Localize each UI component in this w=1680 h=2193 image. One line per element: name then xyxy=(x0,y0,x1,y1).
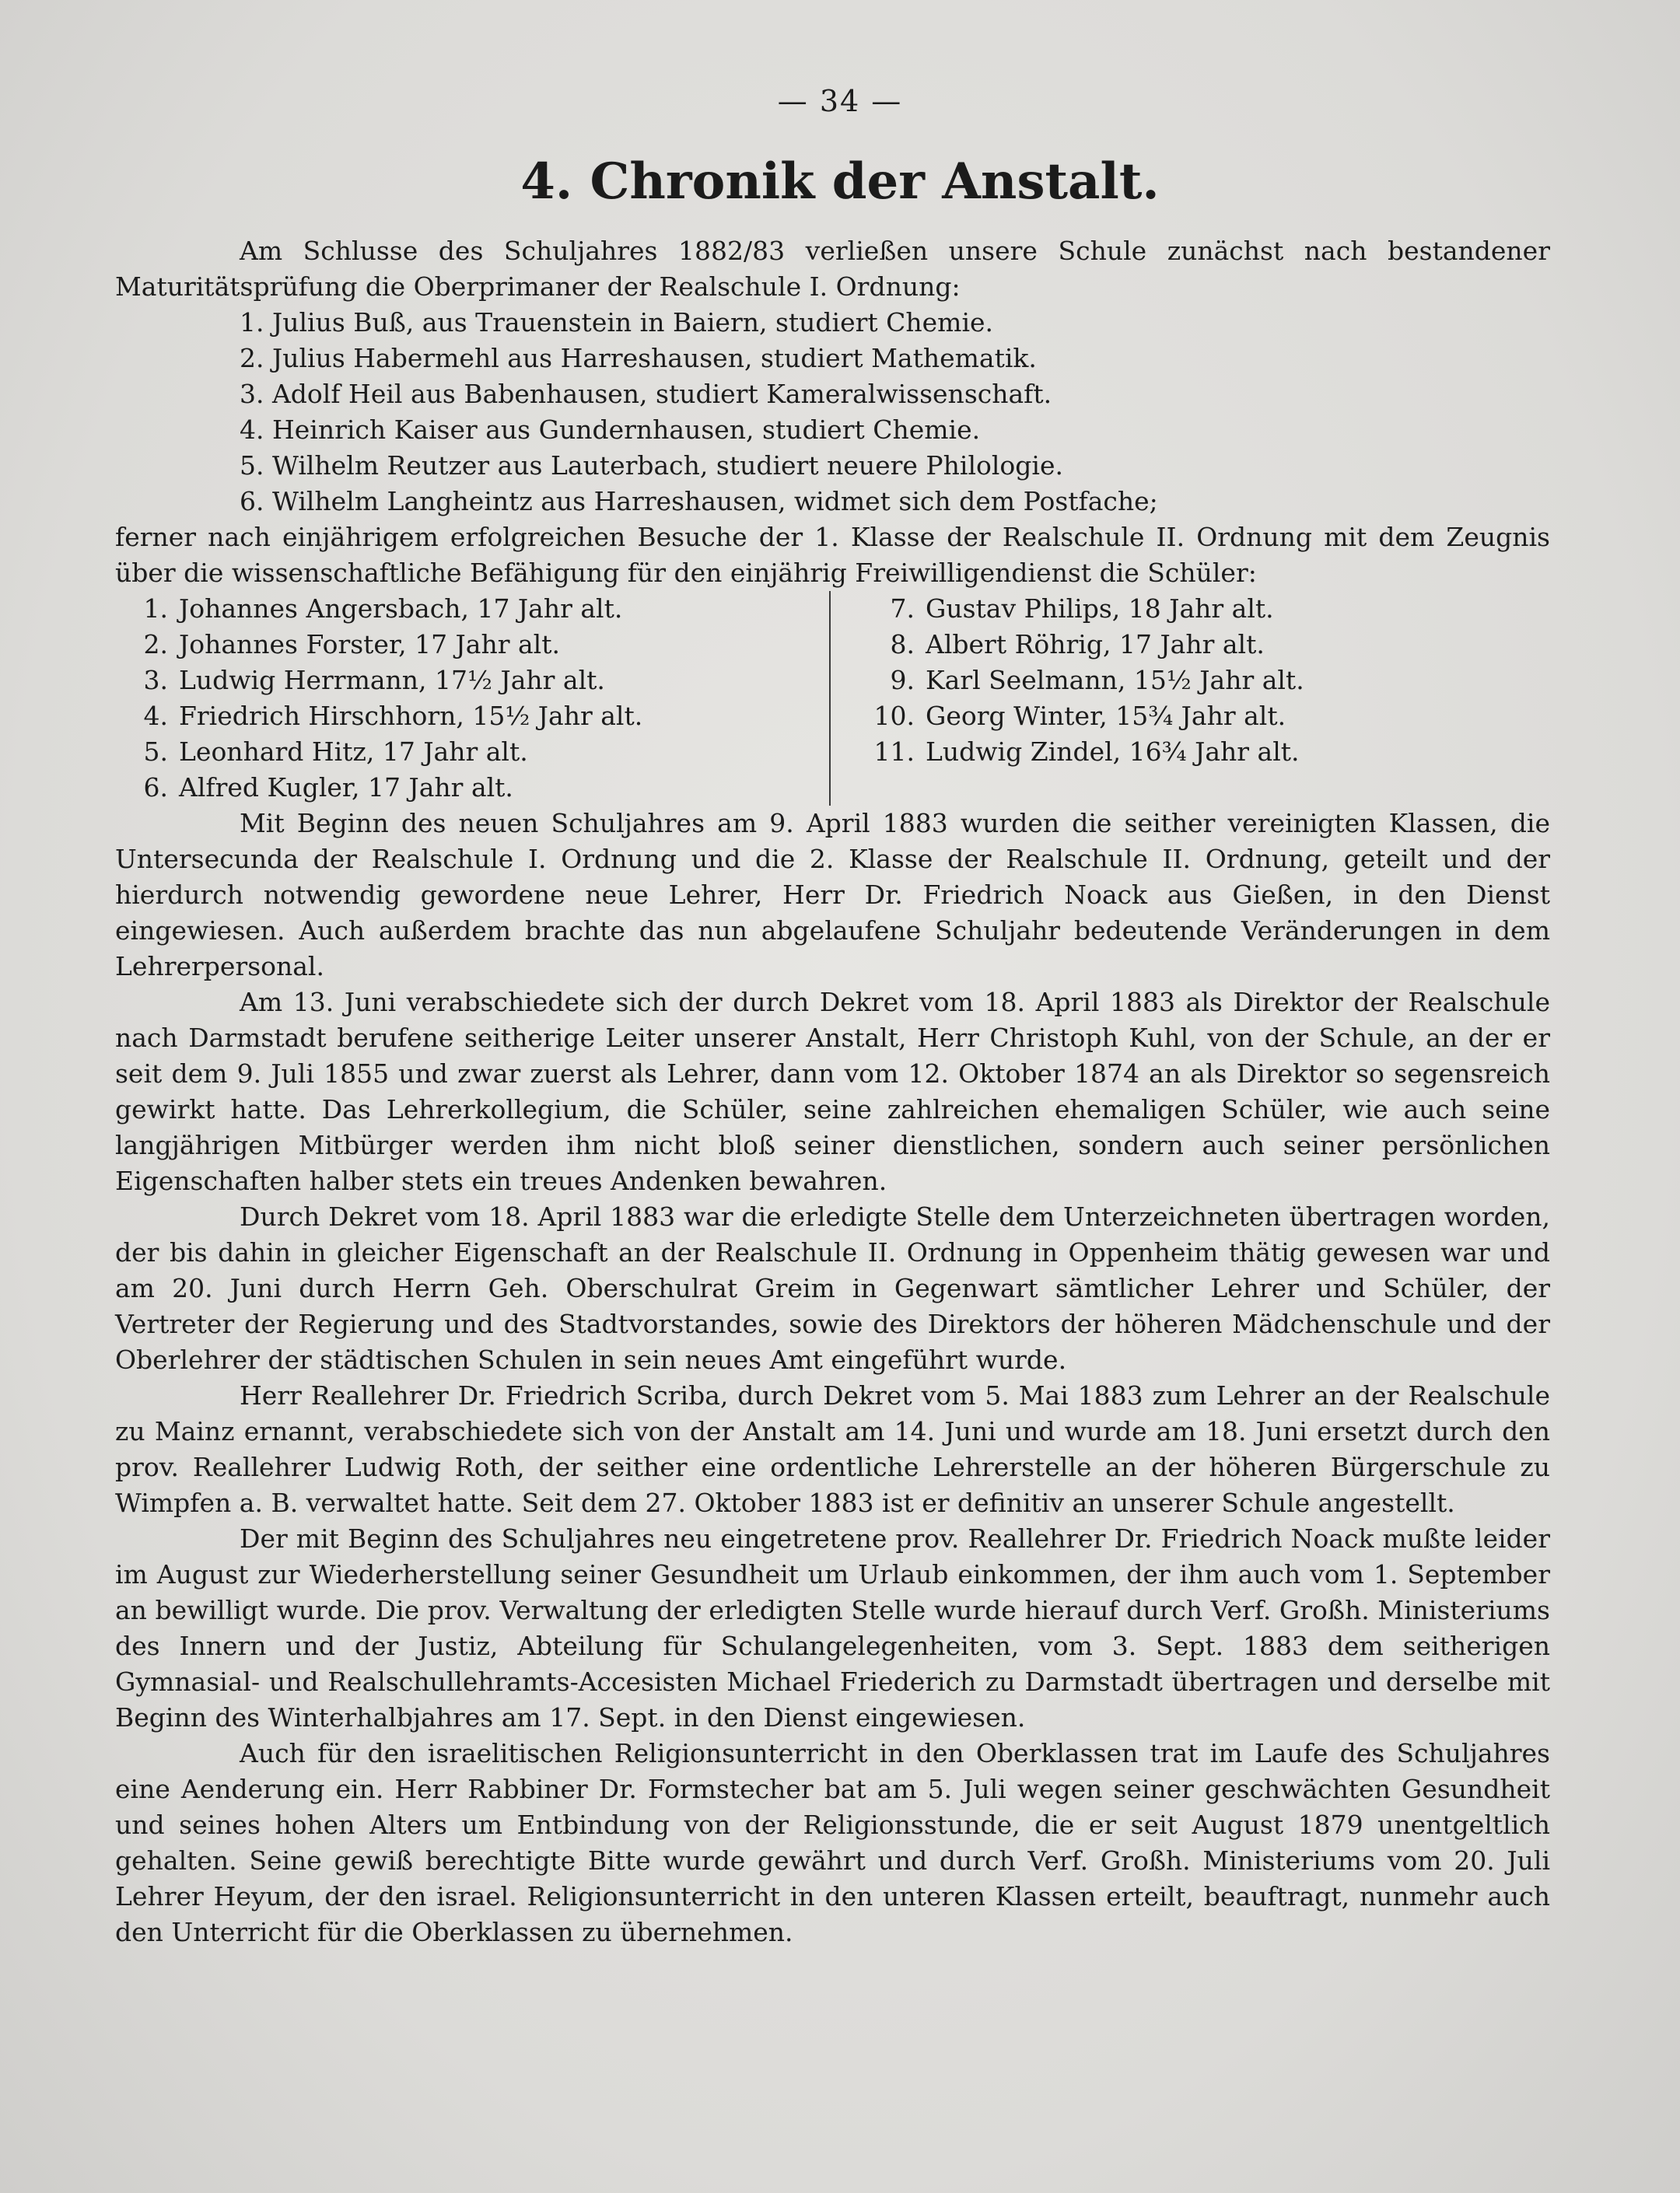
list-item xyxy=(870,591,1304,627)
list-item xyxy=(123,591,829,627)
list-item xyxy=(123,627,829,663)
list-item: 5. Wilhelm Reutzer aus Lauterbach, studiert neuere Philologie. xyxy=(240,450,1063,481)
list-item xyxy=(123,770,829,806)
students-right-column xyxy=(831,591,1304,806)
item-number: 8. xyxy=(890,629,915,659)
paragraph-director-farewell: Am 13. Juni verabschiedete sich der durch Dekret vom 18. April 1883 als Direktor der Realschule nach Darmstadt berufene seitherige Leiter unserer Anstalt, Herr Christoph Kuhl, von der Schule, an der er seit dem 9. Juli 1855 und zwar zuerst als Lehrer, dann vom 12. Oktober 1874 an als Direktor so segensreich gewirkt hatte. Das Lehrerkollegium, die Schüler, seine zahlreichen ehemaligen Schüler, wie auch seine langjährigen Mitbürger werden ihm nicht bloß seiner dienstlichen, sondern auch seiner persönlichen Eigenschaften halber stets ein treues Andenken bewahren. xyxy=(115,987,1550,1196)
page-number: — 34 — xyxy=(777,84,903,118)
graduates-list xyxy=(115,305,1550,519)
paragraph-scriba: Herr Reallehrer Dr. Friedrich Scriba, durch Dekret vom 5. Mai 1883 zum Lehrer an der Realschule zu Mainz ernannt, verabschiedete sich von der Anstalt am 14. Juni und wurde am 18. Juni ersetzt durch den prov. Reallehrer Ludwig Roth, der seither eine ordentliche Lehrerstelle an der höheren Bürgerschule zu Wimpfen a. B. verwaltet hatte. Seit dem 27. Oktober 1883 ist er definitiv an unserer Schule angestellt. xyxy=(115,1380,1550,1518)
body-text xyxy=(115,233,1550,1950)
item-number: 3. xyxy=(143,665,168,695)
item-text: Friedrich Hirschhorn, 15½ Jahr alt. xyxy=(179,701,643,731)
list-item xyxy=(870,698,1304,734)
item-number: 2. xyxy=(143,629,168,659)
intro-paragraph: Am Schlusse des Schuljahres 1882/83 verließen unsere Schule zunächst nach bestandener Maturitätsprüfung die Oberprimaner der Realschule I. Ordnung: xyxy=(115,236,1550,302)
item-number: 9. xyxy=(890,665,915,695)
section-heading: 4. Chronik der Anstalt. xyxy=(520,152,1160,211)
list-item xyxy=(870,627,1304,663)
item-number: 10. xyxy=(873,701,915,731)
item-text: Leonhard Hitz, 17 Jahr alt. xyxy=(179,736,528,767)
item-text: Albert Röhrig, 17 Jahr alt. xyxy=(926,629,1265,659)
students-two-column-list xyxy=(115,591,1550,806)
item-text: Johannes Forster, 17 Jahr alt. xyxy=(179,629,560,659)
item-text: Alfred Kugler, 17 Jahr alt. xyxy=(179,772,513,803)
item-number: 6. xyxy=(143,772,168,803)
list-item: 6. Wilhelm Langheintz aus Harreshausen, widmet sich dem Postfache; xyxy=(240,486,1158,516)
item-number: 5. xyxy=(143,736,168,767)
list-item: 3. Adolf Heil aus Babenhausen, studiert Kameralwissenschaft. xyxy=(240,379,1052,409)
paragraph-religion: Auch für den israelitischen Religionsunterricht in den Oberklassen trat im Laufe des Schuljahres eine Aenderung ein. Herr Rabbiner Dr. Formstecher bat am 5. Juli wegen seiner geschwächten Gesundheit und seines hohen Alters um Entbindung von der Religionsstunde, die er seit August 1879 unentgeltlich gehalten. Seine gewiß berechtigte Bitte wurde gewährt und durch Verf. Großh. Ministeriums vom 20. Juli Lehrer Heyum, der den israel. Religionsunterricht in den unteren Klassen erteilt, beauftragt, nunmehr auch den Unterricht für die Oberklassen zu übernehmen. xyxy=(115,1738,1550,1947)
second-intro-paragraph: ferner nach einjährigem erfolgreichen Besuche der 1. Klasse der Realschule II. Ordnung mit dem Zeugnis über die wissenschaftliche Befähigung für den einjährig Freiwilligendienst die Schüler: xyxy=(115,522,1550,588)
item-number: 7. xyxy=(890,593,915,624)
item-number: 1. xyxy=(143,593,168,624)
list-item: 2. Julius Habermehl aus Harreshausen, studiert Mathematik. xyxy=(240,343,1037,373)
item-text: Ludwig Herrmann, 17½ Jahr alt. xyxy=(179,665,605,695)
item-text: Ludwig Zindel, 16¾ Jahr alt. xyxy=(926,736,1300,767)
item-number: 11. xyxy=(873,736,915,767)
list-item xyxy=(870,734,1304,770)
list-item xyxy=(870,663,1304,698)
list-item xyxy=(123,663,829,698)
item-text: Georg Winter, 15¾ Jahr alt. xyxy=(926,701,1286,731)
paragraph-new-director: Durch Dekret vom 18. April 1883 war die erledigte Stelle dem Unterzeichneten übertragen worden, der bis dahin in gleicher Eigenschaft an der Realschule II. Ordnung in Oppenheim thätig gewesen war und am 20. Juni durch Herrn Geh. Oberschulrat Greim in Gegenwart sämtlicher Lehrer und Schüler, der Vertreter der Regierung und des Stadtvorstandes, sowie des Direktors der höheren Mädchenschule und der Oberlehrer der städtischen Schulen in sein neues Amt eingeführt wurde. xyxy=(115,1201,1550,1375)
list-item xyxy=(123,698,829,734)
item-text: Gustav Philips, 18 Jahr alt. xyxy=(926,593,1274,624)
students-left-column xyxy=(115,591,831,806)
paragraph-new-schoolyear: Mit Beginn des neuen Schuljahres am 9. April 1883 wurden die seither vereinigten Klassen, die Untersecunda der Realschule I. Ordnung und die 2. Klasse der Realschule II. Ordnung, geteilt und der hierdurch notwendig gewordene neue Lehrer, Herr Dr. Friedrich Noack aus Gießen, in den Dienst eingewiesen. Auch außerdem brachte das nun abgelaufene Schuljahr bedeutende Veränderungen in dem Lehrerpersonal. xyxy=(115,808,1550,981)
item-text: Karl Seelmann, 15½ Jahr alt. xyxy=(926,665,1304,695)
item-text: Johannes Angersbach, 17 Jahr alt. xyxy=(179,593,623,624)
list-item xyxy=(123,734,829,770)
list-item: 1. Julius Buß, aus Trauenstein in Baiern, studiert Chemie. xyxy=(240,307,994,338)
item-number: 4. xyxy=(143,701,168,731)
list-item: 4. Heinrich Kaiser aus Gundernhausen, studiert Chemie. xyxy=(240,414,981,445)
paragraph-noack: Der mit Beginn des Schuljahres neu eingetretene prov. Reallehrer Dr. Friedrich Noack mußte leider im August zur Wiederherstellung seiner Gesundheit um Urlaub einkommen, der ihm auch vom 1. September an bewilligt wurde. Die prov. Verwaltung der erledigten Stelle wurde hierauf durch Verf. Großh. Ministeriums des Innern und der Justiz, Abteilung für Schulangelegenheiten, vom 3. Sept. 1883 dem seitherigen Gymnasial- und Realschullehramts-Accesisten Michael Friederich zu Darmstadt übertragen und derselbe mit Beginn des Winterhalbjahres am 17. Sept. in den Dienst eingewiesen. xyxy=(115,1523,1550,1733)
